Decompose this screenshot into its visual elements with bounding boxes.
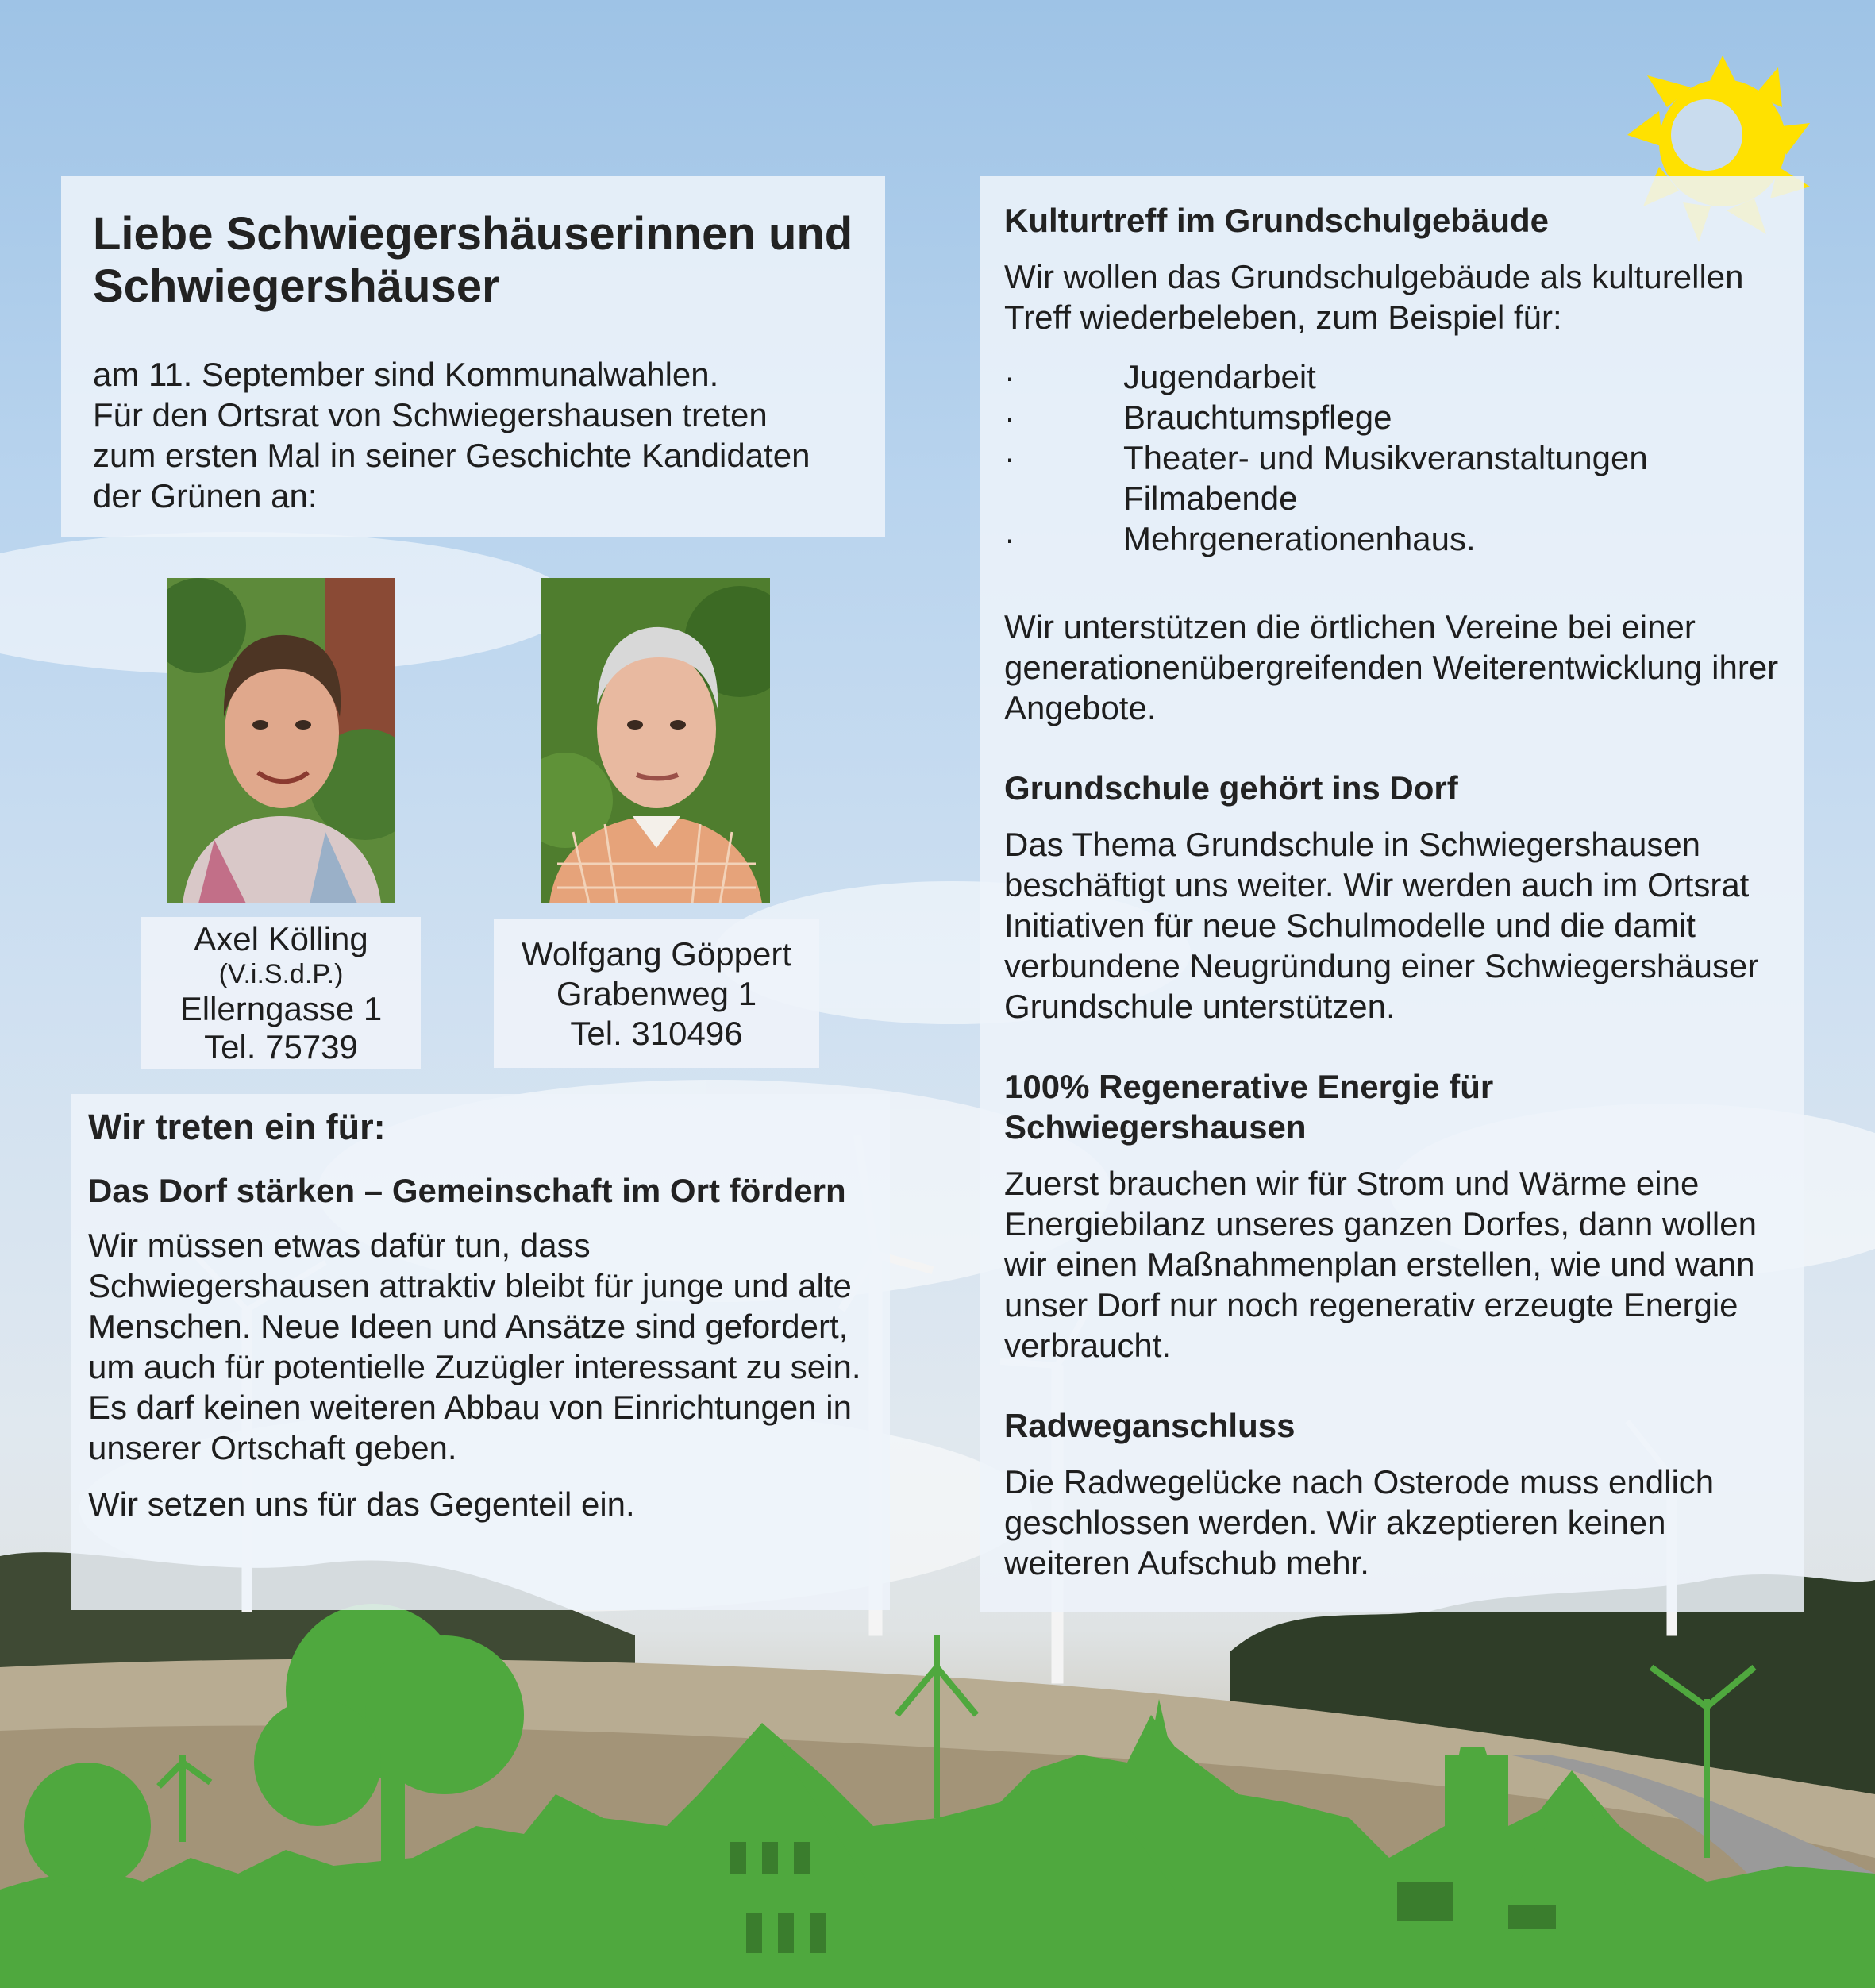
intro-line-3: zum ersten Mal in seiner Geschichte Kandidaten — [93, 437, 810, 474]
section-title-energie: 100% Regenerative Energie für Schwiegershausen — [1004, 1068, 1494, 1146]
list-item: · Jugendarbeit — [1004, 358, 1316, 395]
section-intro-kulturtreff: Wir wollen das Grundschulgebäude als kulturellen Treff wiederbeleben, zum Beispiel für: — [1004, 258, 1744, 336]
section-text-kulturtreff: Wir unterstützen die örtlichen Vereine bei einer generationenübergreifenden Weiterentwicklung ihrer Angebote. — [1004, 608, 1779, 726]
kulturtreff-list — [1004, 356, 1781, 559]
intro-line-2: Für den Ortsrat von Schwiegershausen treten — [93, 396, 768, 433]
section-closing: Wir setzen uns für das Gegenteil ein. — [88, 1485, 635, 1523]
list-item: Filmabende — [1123, 480, 1298, 517]
intro-title: Liebe Schwiegershäuserinnen und Schwiegershäuser — [93, 208, 853, 312]
section-title-dorf: Das Dorf stärken – Gemeinschaft im Ort fördern — [88, 1172, 846, 1209]
program-heading: Wir treten ein für: — [88, 1107, 386, 1147]
intro-line-1: am 11. September sind Kommunalwahlen. — [93, 356, 719, 393]
section-title-kulturtreff: Kulturtreff im Grundschulgebäude — [1004, 202, 1550, 239]
program-panel-left — [71, 1094, 890, 1610]
candidate-caption-axel — [141, 917, 421, 1069]
candidate-name: Axel Kölling — [194, 920, 368, 957]
candidate-photo-axel — [167, 578, 395, 903]
list-item: · Theater- und Musikveranstaltungen — [1004, 439, 1648, 476]
section-text-energie: Zuerst brauchen wir für Strom und Wärme eine Energiebilanz unseres ganzen Dorfes, dann wollen wir einen Maßnahmenplan erstellen, wie und wann unser Dorf nur noch regenerativ erzeugte Energie verbraucht. — [1004, 1165, 1757, 1364]
section-text-radweg: Die Radwegelücke nach Osterode muss endlich geschlossen werden. Wir akzeptieren keinen weiteren Aufschub mehr. — [1004, 1463, 1715, 1582]
candidate-name: Wolfgang Göppert — [521, 935, 792, 973]
bullet-dot: · — [1004, 358, 1015, 395]
candidate-note: (V.i.S.d.P.) — [218, 959, 344, 989]
intro-line-4: der Grünen an: — [93, 477, 318, 514]
candidate-caption-wolfgang — [494, 919, 819, 1068]
candidate-photo-wolfgang — [541, 578, 770, 903]
section-title-grundschule: Grundschule gehört ins Dorf — [1004, 769, 1458, 807]
candidate-phone: Tel. 310496 — [570, 1015, 743, 1052]
list-item: · Brauchtumspflege — [1004, 399, 1392, 436]
bullet-dot: · — [1004, 399, 1015, 436]
section-text-dorf: Wir müssen etwas dafür tun, dass Schwiegershausen attraktiv bleibt für junge und alte Menschen. Neue Ideen und Ansätze sind gefordert, um auch für potentielle Zuzügler interessant zu sein. Es darf keinen weiteren Abbau von Einrichtungen in unserer Ortschaft geben. — [88, 1227, 861, 1466]
bullet-dot: · — [1004, 439, 1015, 476]
list-item: · Mehrgenerationenhaus. — [1004, 520, 1476, 557]
candidate-street: Grabenweg 1 — [556, 975, 757, 1012]
candidate-phone: Tel. 75739 — [204, 1028, 358, 1065]
candidate-street: Ellerngasse 1 — [179, 990, 383, 1027]
section-title-radweg: Radweganschluss — [1004, 1407, 1296, 1444]
program-panel-right — [980, 176, 1804, 1612]
bullet-dot: · — [1004, 520, 1015, 557]
section-text-grundschule: Das Thema Grundschule in Schwiegershausen beschäftigt uns weiter. Wir werden auch im Ortsrat Initiativen für neue Schulmodelle und die damit verbundene Neugründung einer Schwiegershäuser Grundschule unterstützen. — [1004, 826, 1759, 1025]
intro-panel — [61, 176, 885, 537]
